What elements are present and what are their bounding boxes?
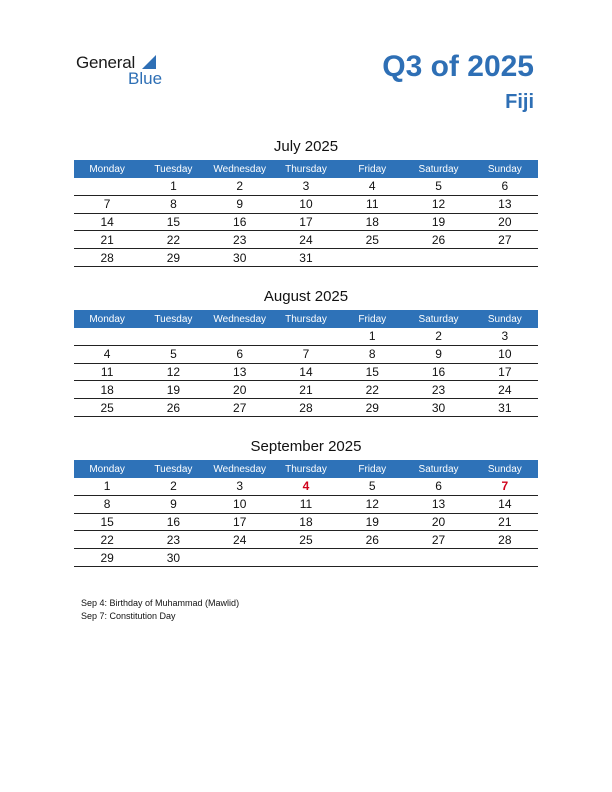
day-cell: 21 <box>74 231 140 249</box>
day-cell: 14 <box>74 213 140 231</box>
holiday-notes <box>81 597 239 623</box>
day-cell: 3 <box>273 178 339 195</box>
day-cell: 24 <box>273 231 339 249</box>
weekday-header: Wednesday <box>207 460 273 478</box>
weekday-header: Monday <box>74 310 140 328</box>
day-cell <box>472 549 538 567</box>
month-title: August 2025 <box>263 288 349 305</box>
weekday-header: Monday <box>74 460 140 478</box>
day-cell <box>405 249 471 267</box>
day-cell: 29 <box>140 249 206 267</box>
day-cell: 29 <box>74 549 140 567</box>
month-september <box>74 438 538 567</box>
day-cell: 1 <box>140 178 206 195</box>
day-cell: 26 <box>339 531 405 549</box>
day-cell: 17 <box>472 363 538 381</box>
weekday-header: Sunday <box>472 160 538 178</box>
day-cell: 10 <box>472 345 538 363</box>
day-cell: 5 <box>339 478 405 495</box>
day-cell: 9 <box>405 345 471 363</box>
holiday-note: Sep 7: Constitution Day <box>81 611 176 621</box>
week-row <box>74 231 538 249</box>
week-row <box>74 399 538 417</box>
month-title: July 2025 <box>273 138 339 155</box>
logo-blue-text: Blue <box>128 69 163 88</box>
logo-triangle-icon <box>142 55 156 69</box>
day-cell: 2 <box>207 178 273 195</box>
day-cell: 27 <box>207 399 273 417</box>
day-cell: 28 <box>74 249 140 267</box>
logo-general-text: General <box>76 53 136 72</box>
country-name: Fiji <box>505 91 534 113</box>
day-cell <box>273 549 339 567</box>
weekday-header: Wednesday <box>207 310 273 328</box>
weekday-header: Wednesday <box>207 160 273 178</box>
month-grid <box>74 460 538 567</box>
day-cell: 24 <box>207 531 273 549</box>
week-row <box>74 345 538 363</box>
page-title: Q3 of 2025 <box>382 50 534 83</box>
week-row <box>74 178 538 195</box>
weekday-header: Saturday <box>405 160 471 178</box>
week-row <box>74 478 538 495</box>
month-grid <box>74 160 538 267</box>
day-cell: 20 <box>405 513 471 531</box>
day-cell <box>140 328 206 345</box>
day-cell: 24 <box>472 381 538 399</box>
day-cell <box>339 549 405 567</box>
day-cell: 10 <box>273 195 339 213</box>
day-cell <box>74 328 140 345</box>
day-cell: 20 <box>472 213 538 231</box>
day-cell: 13 <box>405 495 471 513</box>
day-cell: 6 <box>207 345 273 363</box>
day-cell: 23 <box>207 231 273 249</box>
day-cell: 2 <box>140 478 206 495</box>
day-cell: 3 <box>207 478 273 495</box>
day-cell <box>472 249 538 267</box>
weekday-header: Sunday <box>472 310 538 328</box>
weekday-header: Saturday <box>405 460 471 478</box>
day-cell: 19 <box>405 213 471 231</box>
day-cell <box>207 328 273 345</box>
day-cell: 1 <box>74 478 140 495</box>
weekday-header: Tuesday <box>140 160 206 178</box>
day-cell: 21 <box>472 513 538 531</box>
week-row <box>74 328 538 345</box>
weekday-header: Monday <box>74 160 140 178</box>
day-cell: 18 <box>273 513 339 531</box>
day-cell: 4 <box>74 345 140 363</box>
day-cell: 26 <box>405 231 471 249</box>
day-cell: 14 <box>273 363 339 381</box>
day-cell: 12 <box>140 363 206 381</box>
day-cell: 17 <box>273 213 339 231</box>
day-cell: 13 <box>472 195 538 213</box>
day-cell: 4 <box>339 178 405 195</box>
day-cell: 25 <box>74 399 140 417</box>
day-cell: 6 <box>405 478 471 495</box>
day-cell: 2 <box>405 328 471 345</box>
day-cell: 12 <box>405 195 471 213</box>
day-cell: 22 <box>140 231 206 249</box>
day-cell: 25 <box>339 231 405 249</box>
day-cell: 10 <box>207 495 273 513</box>
day-cell: 8 <box>339 345 405 363</box>
generalblue-logo <box>76 53 176 89</box>
month-august <box>74 288 538 417</box>
day-cell <box>273 328 339 345</box>
weekday-header: Tuesday <box>140 460 206 478</box>
day-cell: 18 <box>339 213 405 231</box>
day-cell: 15 <box>74 513 140 531</box>
day-cell: 23 <box>405 381 471 399</box>
day-cell: 16 <box>207 213 273 231</box>
day-cell: 15 <box>140 213 206 231</box>
day-cell: 22 <box>74 531 140 549</box>
day-cell: 30 <box>207 249 273 267</box>
day-cell: 4 <box>273 478 339 495</box>
month-july <box>74 138 538 267</box>
day-cell: 18 <box>74 381 140 399</box>
weekday-header: Friday <box>339 310 405 328</box>
day-cell: 20 <box>207 381 273 399</box>
day-cell: 9 <box>140 495 206 513</box>
day-cell: 7 <box>273 345 339 363</box>
day-cell: 27 <box>405 531 471 549</box>
day-cell: 14 <box>472 495 538 513</box>
day-cell: 12 <box>339 495 405 513</box>
day-cell: 7 <box>74 195 140 213</box>
day-cell: 31 <box>273 249 339 267</box>
day-cell <box>405 549 471 567</box>
day-cell <box>339 249 405 267</box>
week-row <box>74 363 538 381</box>
month-title: September 2025 <box>250 438 362 455</box>
day-cell: 25 <box>273 531 339 549</box>
day-cell: 16 <box>405 363 471 381</box>
day-cell: 7 <box>472 478 538 495</box>
day-cell: 16 <box>140 513 206 531</box>
day-cell: 5 <box>405 178 471 195</box>
weekday-header: Saturday <box>405 310 471 328</box>
weekday-header: Thursday <box>273 310 339 328</box>
weekday-header: Friday <box>339 160 405 178</box>
week-row <box>74 213 538 231</box>
day-cell: 30 <box>405 399 471 417</box>
day-cell: 28 <box>273 399 339 417</box>
day-cell: 30 <box>140 549 206 567</box>
weekday-header: Sunday <box>472 460 538 478</box>
day-cell: 28 <box>472 531 538 549</box>
day-cell: 6 <box>472 178 538 195</box>
weekday-header: Thursday <box>273 460 339 478</box>
day-cell: 5 <box>140 345 206 363</box>
day-cell: 11 <box>273 495 339 513</box>
day-cell: 8 <box>74 495 140 513</box>
day-cell: 21 <box>273 381 339 399</box>
day-cell <box>74 178 140 195</box>
day-cell: 19 <box>339 513 405 531</box>
week-row <box>74 549 538 567</box>
day-cell: 8 <box>140 195 206 213</box>
month-grid <box>74 310 538 417</box>
day-cell: 29 <box>339 399 405 417</box>
day-cell: 26 <box>140 399 206 417</box>
week-row <box>74 381 538 399</box>
weekday-header: Tuesday <box>140 310 206 328</box>
week-row <box>74 195 538 213</box>
weekday-header: Friday <box>339 460 405 478</box>
week-row <box>74 495 538 513</box>
day-cell: 13 <box>207 363 273 381</box>
day-cell: 27 <box>472 231 538 249</box>
holiday-note: Sep 4: Birthday of Muhammad (Mawlid) <box>81 598 240 608</box>
day-cell: 3 <box>472 328 538 345</box>
day-cell: 23 <box>140 531 206 549</box>
day-cell: 9 <box>207 195 273 213</box>
day-cell <box>207 549 273 567</box>
day-cell: 22 <box>339 381 405 399</box>
week-row <box>74 531 538 549</box>
weekday-header: Thursday <box>273 160 339 178</box>
day-cell: 19 <box>140 381 206 399</box>
day-cell: 11 <box>339 195 405 213</box>
day-cell: 1 <box>339 328 405 345</box>
week-row <box>74 513 538 531</box>
day-cell: 31 <box>472 399 538 417</box>
week-row <box>74 249 538 267</box>
day-cell: 11 <box>74 363 140 381</box>
day-cell: 15 <box>339 363 405 381</box>
day-cell: 17 <box>207 513 273 531</box>
